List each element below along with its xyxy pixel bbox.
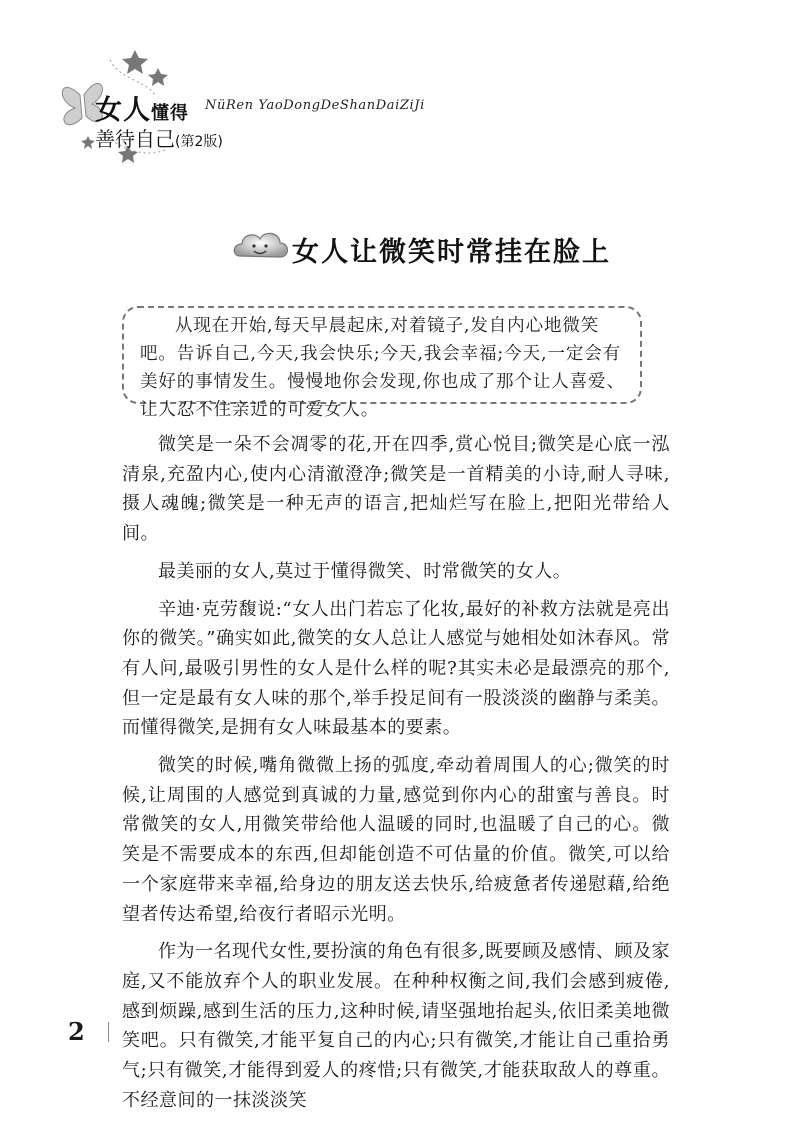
paragraph: 最美丽的女人,莫过于懂得微笑、时常微笑的女人。 <box>158 560 572 582</box>
chapter-title: 女人让微笑时常挂在脸上 <box>292 237 611 268</box>
book-edition: (第2版) <box>175 134 223 150</box>
smiling-cloud-icon <box>230 226 292 266</box>
book-title-pinyin: NüRen YaoDongDeShanDaiZiJi <box>205 98 425 113</box>
paragraph: 微笑的时候,嘴角微微上扬的弧度,牵动着周围人的心;微笑的时候,让周围的人感觉到真诚的力量,感觉到你内心的甜蜜与善良。时常微笑的女人,用微笑带给他人温暖的同时,也温暖了自己的心。微笑是不需要成本的东西,但却能创造不可估量的价值。微笑,可以给一个家庭带来幸福,给身边的朋友送去快乐,给疲惫者传递慰藉,给绝望者传达希望,给夜行者昭示光明。 <box>122 755 670 925</box>
book-title <box>95 88 223 152</box>
book-title-main: 女人 <box>95 95 151 126</box>
intro-text <box>140 312 625 424</box>
body-text <box>122 430 670 1123</box>
paragraph: 作为一名现代女性,要扮演的角色有很多,既要顾及感情、顾及家庭,又不能放弃个人的职业发展。在种种权衡之间,我们会感到疲倦,感到烦躁,感到生活的压力,这种时候,请坚强地抬起头,依旧柔美地微笑吧。只有微笑,才能平复自己的内心;只有微笑,才能让自己重拾勇气;只有微笑,才能得到爱人的疼惜;只有微笑,才能获取敌人的尊重。不经意间的一抹淡淡笑 <box>122 941 670 1111</box>
paragraph: 辛迪·克劳馥说:“女人出门若忘了化妆,最好的补救方法就是亮出你的微笑。”确实如此,微笑的女人总让人感觉与她相处如沐春风。常有人问,最吸引男性的女人是什么样的呢?其实未必是最漂亮的那个,但一定是最有女人味的那个,举手投足间有一股淡淡的幽静与柔美。而懂得微笑,是拥有女人味最基本的要素。 <box>122 598 670 739</box>
chapter-heading <box>230 226 611 272</box>
page-number: 2 <box>68 1017 85 1046</box>
book-title-line2: 善待自己 <box>95 127 175 151</box>
intro-text-content: 从现在开始,每天早晨起床,对着镜子,发自内心地微笑吧。告诉自己,今天,我会快乐;今天,我会幸福;今天,一定会有美好的事情发生。慢慢地你会发现,你也成了那个让人喜爱、让人忍不住亲近的可爱女人。 <box>140 316 625 420</box>
paragraph: 微笑是一朵不会凋零的花,开在四季,赏心悦目;微笑是心底一泓清泉,充盈内心,使内心清澈澄净;微笑是一首精美的小诗,耐人寻味,摄人魂魄;微笑是一种无声的语言,把灿烂写在脸上,把阳光带给人间。 <box>122 434 670 545</box>
book-title-small: 懂得 <box>151 103 189 124</box>
page-number-divider <box>108 1022 109 1042</box>
